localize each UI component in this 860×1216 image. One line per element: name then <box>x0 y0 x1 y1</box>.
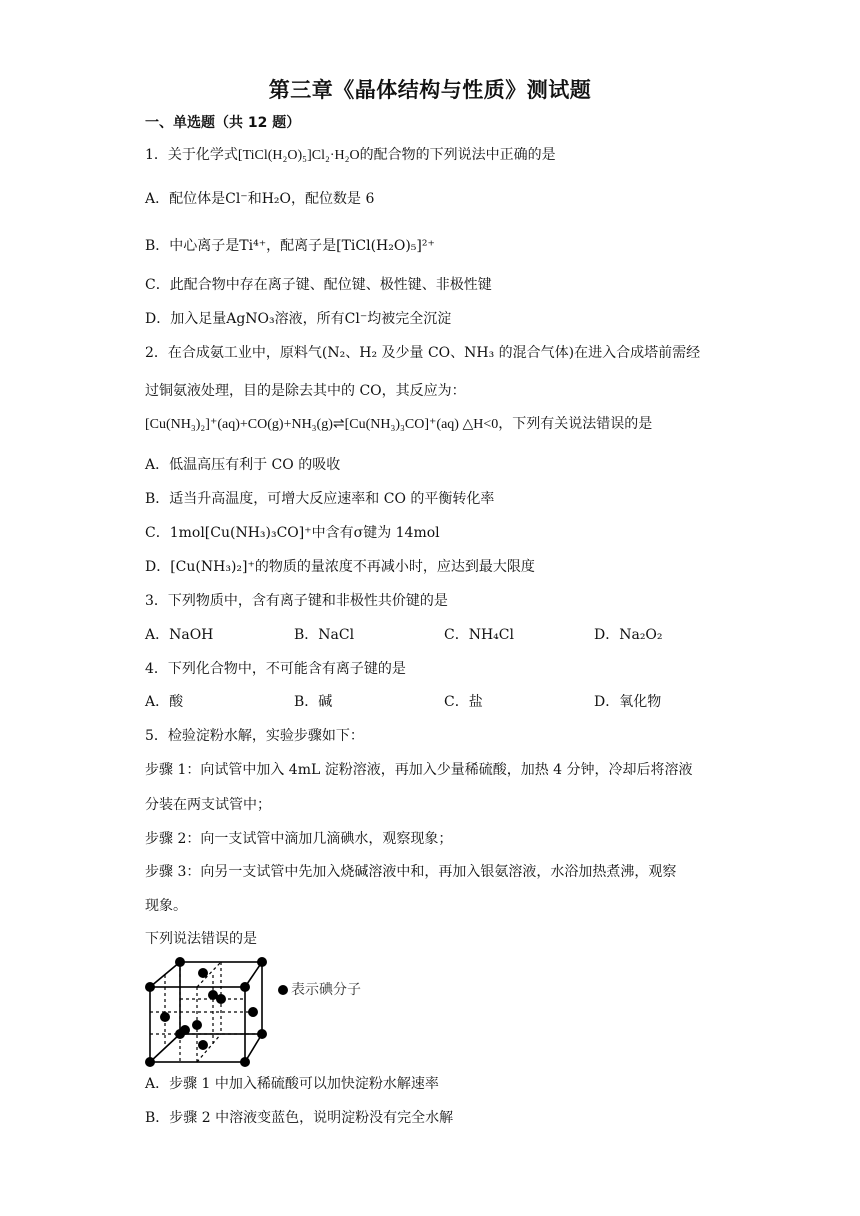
q2-option-b: B．适当升高温度，可增大反应速率和 CO 的平衡转化率 <box>145 491 495 507</box>
q5-step3-line1: 步骤 3：向另一支试管中先加入烧碱溶液中和，再加入银氨溶液，水浴加热煮沸，观察 <box>145 864 677 880</box>
q5-step3-line2: 现象。 <box>145 898 187 914</box>
q5-option-a: A．步骤 1 中加入稀硫酸可以加快淀粉水解速率 <box>145 1076 439 1092</box>
q1-option-a: A．配位体是Cl⁻和H₂O，配位数是 6 <box>145 191 375 207</box>
q4-option-a: A．酸 <box>145 694 184 710</box>
q3-option-b: B．NaCl <box>294 627 355 643</box>
figure-legend <box>278 979 361 999</box>
q2-stem-line1: 2．在合成氨工业中，原料气(N₂、H₂ 及少量 CO、NH₃ 的混合气体)在进入合成塔前需经 <box>145 345 701 361</box>
q4-stem: 4．下列化合物中，不可能含有离子键的是 <box>145 661 406 677</box>
q1-option-c: C．此配合物中存在离子键、配位键、极性键、非极性键 <box>145 277 492 293</box>
q4-option-c: C．盐 <box>444 694 483 710</box>
q4-option-d: D．氧化物 <box>594 694 662 710</box>
q5-stem: 5．检验淀粉水解，实验步骤如下： <box>145 728 364 744</box>
q1-option-b: B．中心离子是Ti⁴⁺，配离子是[TiCl(H₂O)₅]²⁺ <box>145 238 435 254</box>
iodine-crystal-figure <box>145 955 375 1067</box>
q2-option-c: C．1mol[Cu(NH₃)₃CO]⁺中含有σ键为 14mol <box>145 525 440 541</box>
q2-stem-line2: 过铜氨液处理，目的是除去其中的 CO，其反应为： <box>145 383 466 399</box>
q2-option-a: A．低温高压有利于 CO 的吸收 <box>145 457 341 473</box>
q5-question: 下列说法错误的是 <box>145 931 257 947</box>
legend-dot-icon <box>278 985 288 995</box>
q1-option-d: D．加入足量AgNO₃溶液，所有Cl⁻均被完全沉淀 <box>145 311 452 327</box>
q5-step1-line1: 步骤 1：向试管中加入 4mL 淀粉溶液，再加入少量稀硫酸，加热 4 分钟，冷却后将溶液 <box>145 762 693 778</box>
section-heading: 一、单选题（共 12 题） <box>145 115 301 131</box>
q4-option-b: B．碱 <box>294 694 333 710</box>
q3-stem: 3．下列物质中，含有离子键和非极性共价键的是 <box>145 593 448 609</box>
question-1-stem <box>145 145 556 166</box>
q2-option-d: D．[Cu(NH₃)₂]⁺的物质的量浓度不再减小时，应达到最大限度 <box>145 559 535 575</box>
q1-post: 的配合物的下列说法中正确的是 <box>359 147 556 163</box>
q5-step2: 步骤 2：向一支试管中滴加几滴碘水，观察现象； <box>145 831 453 847</box>
q1-number: 1． <box>145 147 168 163</box>
q2-equation: [Cu(NH₃)₂]⁺(aq)+CO(g)+NH₃(g)⇌[Cu(NH₃)₃CO]⁺(aq) △H<0，下列有关说法错误的是 <box>145 417 653 432</box>
q1-pre: 关于化学式 <box>167 147 238 163</box>
q5-option-b: B．步骤 2 中溶液变蓝色，说明淀粉没有完全水解 <box>145 1110 454 1126</box>
q3-option-c: C．NH₄Cl <box>444 627 514 643</box>
q1-formula: [TiCl(H₂O)₅]Cl₂·H₂O <box>237 148 360 163</box>
q3-option-a: A．NaOH <box>145 627 214 643</box>
page-title: 第三章《晶体结构与性质》测试题 <box>268 78 592 102</box>
legend-text: 表示碘分子 <box>291 982 361 998</box>
q3-option-d: D．Na₂O₂ <box>594 627 663 643</box>
q5-step1-line2: 分装在两支试管中； <box>145 797 271 813</box>
